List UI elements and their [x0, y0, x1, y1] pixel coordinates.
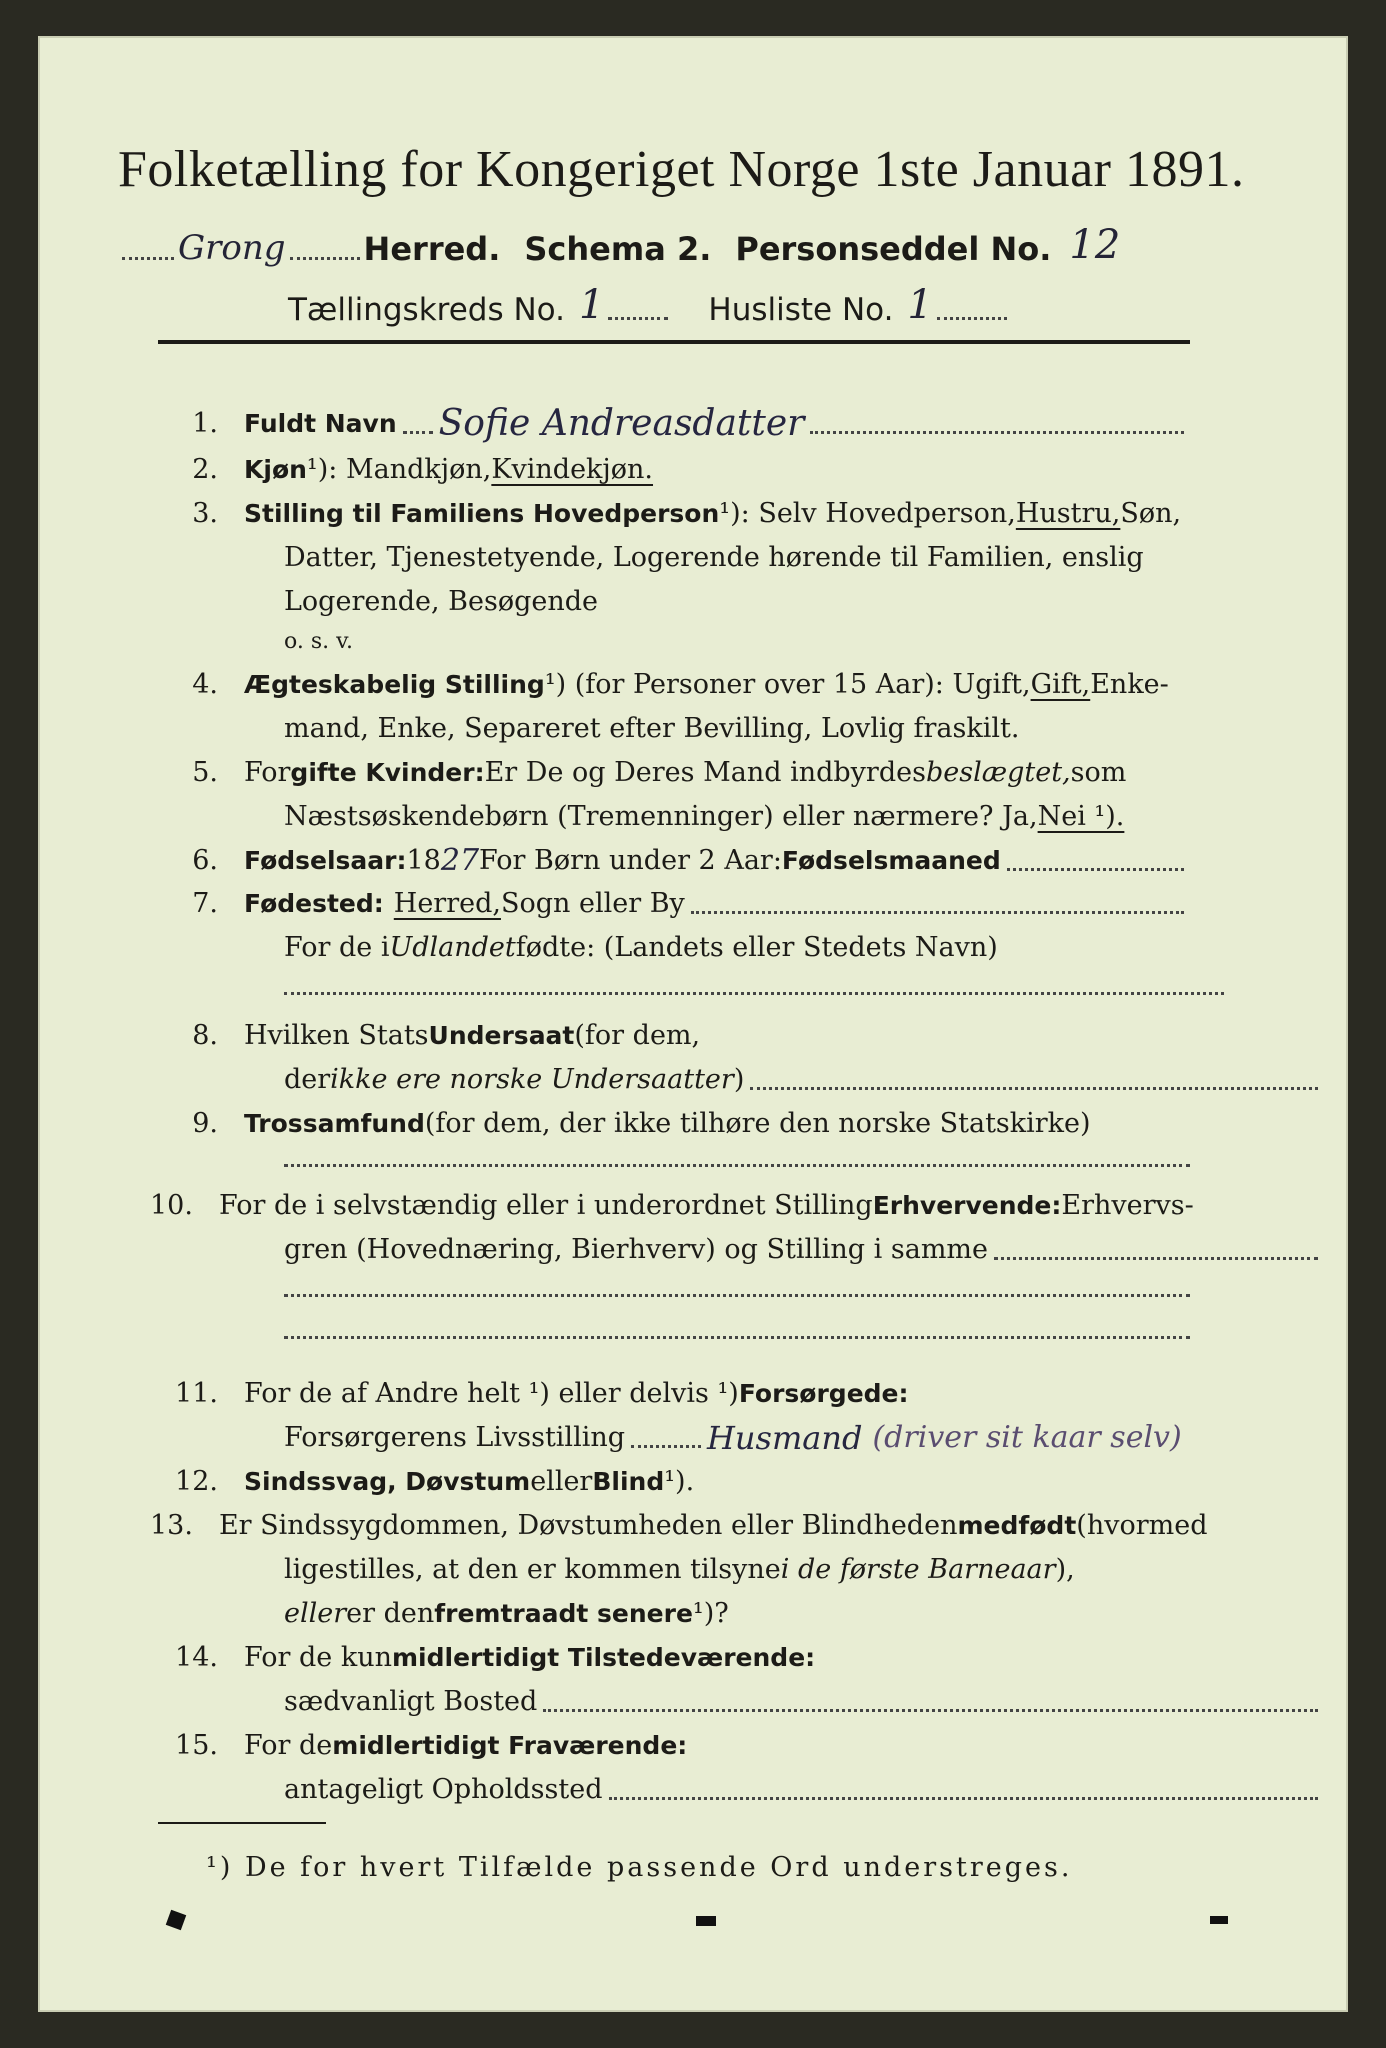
item-number: 14.	[175, 1642, 218, 1673]
item-label: Kjøn	[244, 455, 307, 484]
personseddel-label: Personseddel No.	[735, 230, 1052, 268]
dotted-fill	[403, 423, 433, 434]
item-number: 11.	[175, 1378, 218, 1409]
item-text: For de	[244, 1730, 333, 1761]
birth-year-handwritten: 27	[440, 843, 480, 878]
item-4	[150, 665, 1190, 705]
item-text: )	[733, 1064, 745, 1095]
item-text: (for dem,	[574, 1020, 701, 1051]
item-12	[150, 1462, 1190, 1502]
item-13-line-2	[150, 1550, 1324, 1590]
item-text: For de af Andre helt ¹) eller delvis ¹)	[244, 1378, 739, 1409]
header-rule	[158, 340, 1190, 344]
item-8-line-2	[150, 1060, 1324, 1100]
item-text: ¹).	[664, 1466, 695, 1497]
item-6	[150, 841, 1190, 881]
item-number: 7.	[192, 888, 218, 919]
item-number: 1.	[192, 408, 218, 439]
item-text: ¹)?	[692, 1598, 729, 1629]
item-label: medfødt	[957, 1511, 1077, 1540]
item-13	[150, 1506, 1208, 1546]
personseddel-number: 12	[1069, 222, 1121, 268]
item-label: Ægteskabelig Stilling	[244, 670, 545, 699]
item-number: 4.	[192, 669, 218, 700]
dotted-line	[284, 1294, 1190, 1297]
herred-handwritten: Grong	[178, 228, 286, 268]
item-text: ¹): Selv Hovedperson,	[719, 498, 1016, 529]
dotted-fill	[122, 247, 174, 260]
handwritten-note: (driver sit kaar selv)	[872, 1420, 1182, 1455]
item-9	[150, 1104, 1190, 1144]
corner-mark	[1210, 1916, 1228, 1924]
dotted-fill	[1007, 860, 1184, 871]
item-text: Logerende, Besøgende	[284, 586, 598, 617]
item-4-line-2	[150, 709, 1324, 749]
item-text: ),	[1055, 1554, 1075, 1585]
underlined-answer: Nei ¹).	[1037, 801, 1125, 832]
item-text: ¹): Mandkjøn,	[306, 454, 492, 485]
item-14	[150, 1638, 1190, 1678]
item-text: Er De og Deres Mand indbyrdes	[484, 757, 926, 788]
item-3	[150, 494, 1190, 534]
item-text: Udlandet	[389, 932, 516, 963]
form-title: Folketælling for Kongeriget Norge 1ste Januar 1891.	[118, 141, 1245, 198]
item-label: midlertidigt Tilstedeværende:	[392, 1643, 816, 1672]
underlined-answer: Gift,	[1030, 669, 1091, 700]
dotted-fill	[750, 1079, 1318, 1090]
item-label: Fødested:	[244, 889, 384, 918]
item-text: 18	[406, 845, 441, 876]
item-14-line-2	[150, 1682, 1324, 1722]
item-text: eller	[284, 1598, 347, 1629]
husliste-label: Husliste No.	[708, 292, 894, 328]
item-15-line-2	[150, 1770, 1324, 1810]
item-label: gifte Kvinder:	[290, 758, 485, 787]
item-label: Blind	[592, 1467, 665, 1496]
dotted-line	[284, 1164, 1190, 1167]
item-text: mand, Enke, Separeret efter Bevilling, Lovlig fraskilt.	[284, 713, 1020, 744]
item-number: 15.	[175, 1730, 218, 1761]
dotted-fill	[290, 247, 360, 260]
item-number: 9.	[192, 1108, 218, 1139]
item-label: Trossamfund	[244, 1109, 425, 1138]
dotted-line	[284, 1336, 1190, 1339]
item-label: Erhvervende:	[872, 1191, 1062, 1220]
item-number: 12.	[175, 1466, 218, 1497]
item-15	[150, 1726, 1190, 1766]
item-text: fødte: (Landets eller Stedets Navn)	[515, 932, 998, 963]
item-text: Forsørgerens Livsstilling	[284, 1422, 626, 1453]
header-row-kreds	[118, 268, 1218, 328]
item-label: Fødselsmaaned	[781, 846, 1001, 875]
dotted-fill	[631, 1437, 701, 1448]
item-number: 3.	[192, 498, 218, 529]
item-5	[150, 753, 1190, 793]
item-text: eller	[530, 1466, 593, 1497]
item-label: fremtraadt senere	[434, 1599, 693, 1628]
item-11	[150, 1374, 1190, 1414]
item-text: i de første Barneaar	[780, 1554, 1056, 1585]
item-text: som	[1070, 757, 1127, 788]
provider-occupation-handwritten: Husmand	[707, 1419, 863, 1457]
item-5-line-2	[150, 797, 1324, 837]
item-text: (hvormed	[1076, 1510, 1208, 1541]
item-label: Sindssvag, Døvstum	[244, 1467, 531, 1496]
item-10	[150, 1186, 1194, 1226]
item-text: Er Sindssygdommen, Døvstumheden eller Blindheden	[218, 1510, 958, 1541]
item-text: gren (Hovednæring, Bierhverv) og Stilling i samme	[284, 1234, 989, 1265]
kreds-number: 1	[578, 282, 605, 328]
dotted-fill	[691, 903, 1184, 914]
dotted-fill	[608, 307, 668, 320]
item-text: For de i selvstændig eller i underordnet Stilling	[218, 1190, 873, 1221]
item-label: Undersaat	[428, 1021, 575, 1050]
item-13-line-3	[150, 1594, 1324, 1634]
dotted-fill	[937, 307, 1007, 320]
item-text: Erhvervs-	[1061, 1190, 1194, 1221]
item-text: er den	[346, 1598, 435, 1629]
full-name-handwritten: Sofie Andreasdatter	[438, 403, 805, 444]
item-number: 6.	[192, 845, 218, 876]
item-number: 5.	[192, 757, 218, 788]
item-text: beslægtet,	[925, 757, 1071, 788]
item-text: o. s. v.	[284, 629, 353, 654]
item-label: Fuldt Navn	[244, 409, 397, 438]
item-text: For de kun	[244, 1642, 392, 1673]
item-label: Stilling til Familiens Hovedperson	[244, 499, 720, 528]
item-text: Hvilken Stats	[244, 1020, 429, 1051]
item-text: ikke ere norske Undersaatter	[330, 1064, 734, 1095]
dotted-fill	[543, 1701, 1318, 1712]
item-1	[150, 404, 1190, 444]
item-text: (for dem, der ikke tilhøre den norske Statskirke)	[424, 1108, 1091, 1139]
item-10-line-2	[150, 1230, 1324, 1270]
dotted-fill	[810, 423, 1184, 434]
item-11-line-2	[150, 1418, 1386, 1458]
item-text: ligestilles, at den er kommen tilsyne	[284, 1554, 781, 1585]
kreds-label: Tællingskreds No.	[288, 292, 565, 328]
item-7	[150, 884, 1190, 924]
item-text: Søn,	[1120, 498, 1182, 529]
item-3-line-4	[150, 622, 1324, 662]
item-number: 8.	[192, 1020, 218, 1051]
item-number: 2.	[192, 454, 218, 485]
underlined-answer: Hustru,	[1015, 498, 1121, 529]
item-2	[150, 450, 1190, 490]
dotted-line	[284, 992, 1224, 995]
footnote-rule	[158, 1822, 326, 1824]
item-text: der	[284, 1064, 331, 1095]
item-text: For de i	[284, 932, 390, 963]
item-text: sædvanligt Bosted	[284, 1686, 538, 1717]
item-8	[150, 1016, 1190, 1056]
item-text: ¹) (for Personer over 15 Aar): Ugift,	[544, 669, 1031, 700]
item-number: 10.	[150, 1190, 193, 1221]
footnote: ¹) De for hvert Tilfælde passende Ord understreges.	[206, 1852, 1073, 1883]
item-label: Fødselsaar:	[244, 846, 407, 875]
dotted-fill	[609, 1789, 1319, 1800]
schema-label: Schema 2.	[524, 230, 712, 268]
herred-label: Herred.	[363, 230, 501, 268]
item-text: Datter, Tjenestetyende, Logerende hørende til Familien, enslig	[284, 542, 1144, 573]
item-number: 13.	[150, 1510, 193, 1541]
husliste-number: 1	[907, 282, 933, 328]
item-7-line-2	[150, 928, 1324, 968]
item-3-line-3	[150, 582, 1324, 622]
item-label: Forsørgede:	[738, 1379, 909, 1408]
header-row-herred	[118, 208, 1218, 268]
underlined-answer: Herred,	[393, 888, 501, 919]
underlined-answer: Kvindekjøn.	[491, 454, 654, 485]
item-text: For Børn under 2 Aar:	[479, 845, 782, 876]
item-text: Sogn eller By	[500, 888, 685, 919]
item-label: midlertidigt Fraværende:	[332, 1731, 688, 1760]
dotted-fill	[994, 1249, 1318, 1260]
registration-mark	[696, 1916, 716, 1926]
item-text: antageligt Opholdssted	[284, 1774, 603, 1805]
item-text: For	[244, 757, 291, 788]
item-text: Næstsøskendebørn (Tremenninger) eller nærmere? Ja,	[284, 801, 1038, 832]
item-3-line-2	[150, 538, 1324, 578]
item-text: Enke-	[1090, 669, 1169, 700]
